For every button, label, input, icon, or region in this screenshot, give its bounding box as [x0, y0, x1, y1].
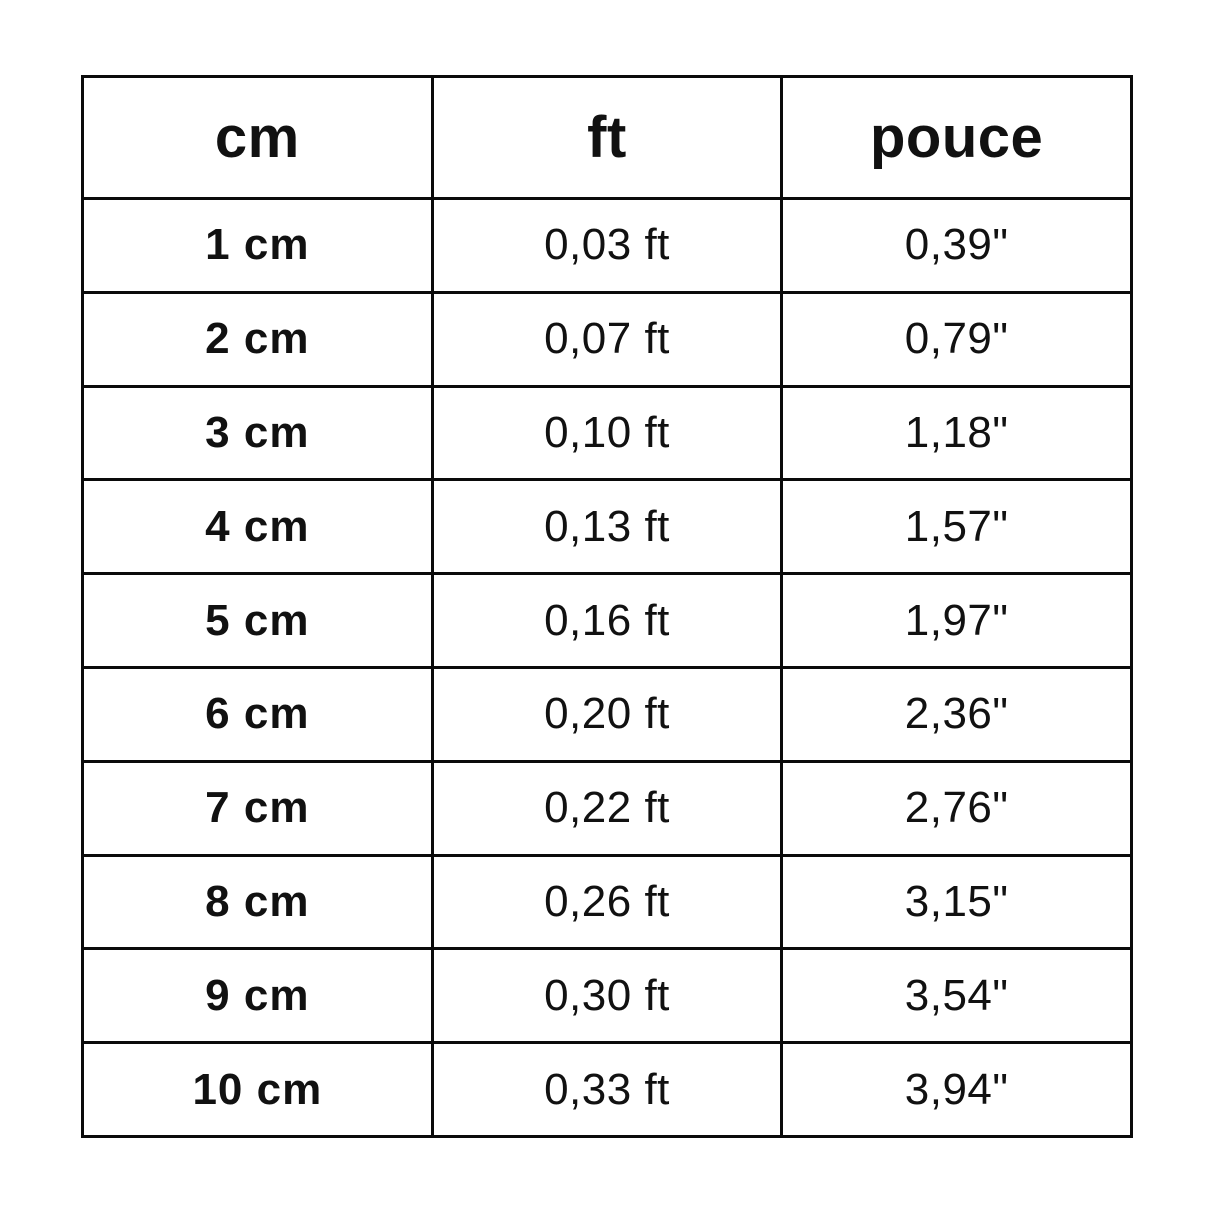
table-row [83, 949, 1132, 1043]
cell-pouce: 1,57" [782, 480, 1132, 574]
cell-cm: 10 cm [83, 1043, 433, 1137]
cell-ft: 0,16 ft [432, 574, 782, 668]
cell-cm: 5 cm [83, 574, 433, 668]
cell-pouce: 0,79" [782, 292, 1132, 386]
column-header-cm: cm [83, 77, 433, 199]
column-header-ft: ft [432, 77, 782, 199]
table-row [83, 761, 1132, 855]
table-header [83, 77, 1132, 199]
cell-ft: 0,22 ft [432, 761, 782, 855]
cell-cm: 6 cm [83, 667, 433, 761]
cell-pouce: 0,39" [782, 199, 1132, 293]
table-row [83, 667, 1132, 761]
header-row [83, 77, 1132, 199]
cell-cm: 9 cm [83, 949, 433, 1043]
column-header-pouce: pouce [782, 77, 1132, 199]
cell-cm: 8 cm [83, 855, 433, 949]
cell-pouce: 3,94" [782, 1043, 1132, 1137]
cell-cm: 2 cm [83, 292, 433, 386]
cell-cm: 7 cm [83, 761, 433, 855]
table-row [83, 855, 1132, 949]
cell-ft: 0,20 ft [432, 667, 782, 761]
cell-ft: 0,26 ft [432, 855, 782, 949]
table-row [83, 199, 1132, 293]
table-row [83, 292, 1132, 386]
cell-pouce: 1,18" [782, 386, 1132, 480]
cell-cm: 1 cm [83, 199, 433, 293]
cell-cm: 4 cm [83, 480, 433, 574]
cell-pouce: 3,54" [782, 949, 1132, 1043]
cm-ft-pouce-conversion-table [81, 75, 1133, 1138]
cell-ft: 0,30 ft [432, 949, 782, 1043]
cell-cm: 3 cm [83, 386, 433, 480]
cell-pouce: 2,36" [782, 667, 1132, 761]
cell-pouce: 3,15" [782, 855, 1132, 949]
cell-ft: 0,03 ft [432, 199, 782, 293]
cell-ft: 0,10 ft [432, 386, 782, 480]
cell-ft: 0,07 ft [432, 292, 782, 386]
table-row [83, 386, 1132, 480]
cell-pouce: 1,97" [782, 574, 1132, 668]
table-row [83, 480, 1132, 574]
table-row [83, 574, 1132, 668]
cell-ft: 0,13 ft [432, 480, 782, 574]
table-row [83, 1043, 1132, 1137]
table-body [83, 199, 1132, 1137]
cell-pouce: 2,76" [782, 761, 1132, 855]
cell-ft: 0,33 ft [432, 1043, 782, 1137]
